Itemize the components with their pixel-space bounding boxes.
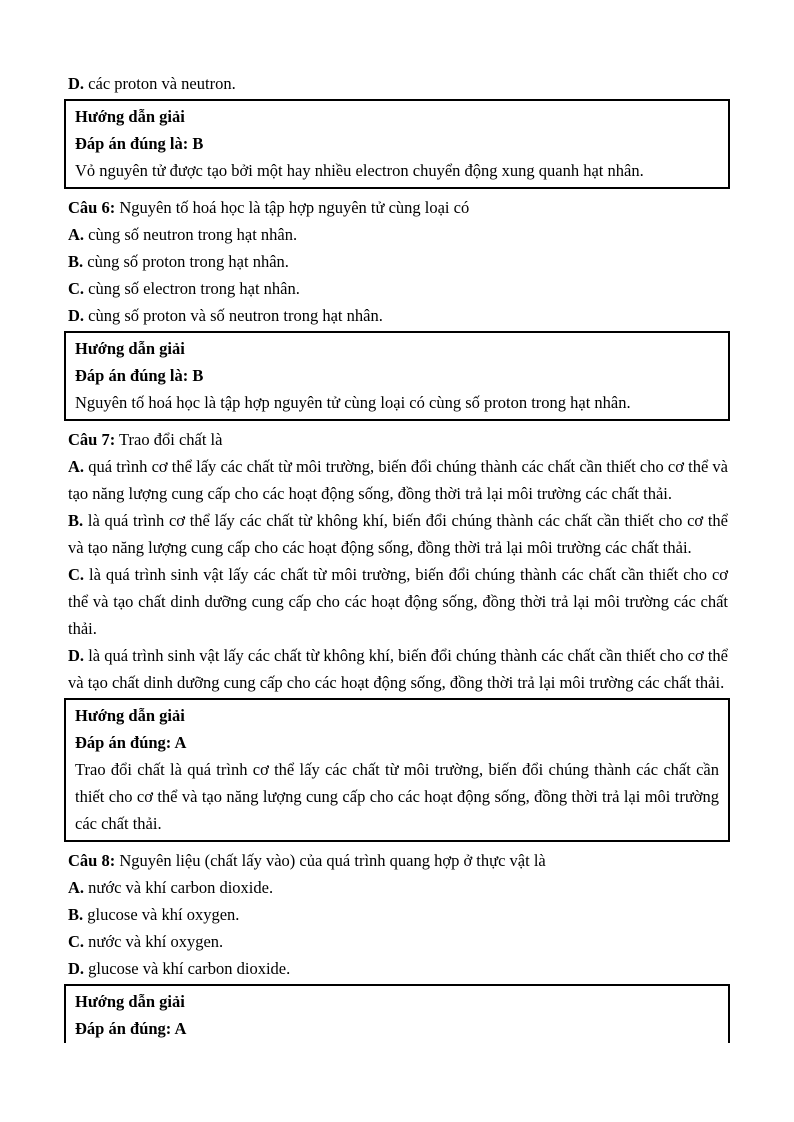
solution-box-question-6 [64,331,730,421]
question-6-option-c [68,275,728,302]
solution-heading: Hướng dẫn giải [75,339,185,358]
option-text: nước và khí carbon dioxide. [88,878,274,897]
option-label: C. [68,565,85,584]
option-text: cùng số neutron trong hạt nhân. [88,225,298,244]
option-label: C. [68,279,85,298]
question-number: Câu 7: [68,430,116,449]
option-label: B. [68,252,84,271]
question-number: Câu 8: [68,851,116,870]
solution-explanation: Nguyên tố hoá học là tập hợp nguyên tử cùng loại có cùng số proton trong hạt nhân. [75,393,631,412]
option-text: cùng số proton trong hạt nhân. [87,252,289,271]
question-text: Trao đổi chất là [119,430,223,449]
option-text: các proton và neutron. [88,74,236,93]
previous-question-option-d [68,70,728,97]
question-7-option-c [68,561,728,642]
solution-box-question-8 [64,984,730,1043]
question-6-option-d [68,302,728,329]
question-7-option-a [68,453,728,507]
solution-answer: Đáp án đúng: A [75,733,187,752]
solution-heading: Hướng dẫn giải [75,706,185,725]
question-text: Nguyên tố hoá học là tập hợp nguyên tử cùng loại có [119,198,470,217]
option-label: B. [68,511,84,530]
option-text: cùng số electron trong hạt nhân. [88,279,300,298]
solution-heading: Hướng dẫn giải [75,107,185,126]
question-number: Câu 6: [68,198,116,217]
option-text: glucose và khí carbon dioxide. [88,959,291,978]
question-8-option-a [68,874,728,901]
question-6-option-a [68,221,728,248]
option-text: cùng số proton và số neutron trong hạt nhân. [88,306,383,325]
option-label: A. [68,878,85,897]
option-label: A. [68,225,85,244]
option-text: là quá trình sinh vật lấy các chất từ không khí, biến đổi chúng thành các chất cần thiết cho cơ thể và tạo chất dinh dưỡng cung cấp cho các hoạt động sống, đồng thời trả lại môi trường các chất thải. [68,646,728,692]
question-7-title [68,426,728,453]
option-label: D. [68,74,85,93]
option-text: quá trình cơ thể lấy các chất từ môi trường, biến đổi chúng thành các chất cần thiết cho cơ thể và tạo năng lượng cung cấp cho các hoạt động sống, đồng thời trả lại môi trường các chất thải. [68,457,729,503]
option-text: là quá trình sinh vật lấy các chất từ môi trường, biến đổi chúng thành các chất cần thiết cho cơ thể và tạo chất dinh dưỡng cung cấp cho các hoạt động sống, đồng thời trả lại môi trường các chất thải. [68,565,728,638]
question-8-option-c [68,928,728,955]
option-text: nước và khí oxygen. [88,932,224,951]
option-text: là quá trình cơ thể lấy các chất từ không khí, biến đổi chúng thành các chất cần thiết cho cơ thể và tạo năng lượng cung cấp cho các hoạt động sống, đồng thời trả lại môi trường các chất thải. [68,511,729,557]
solution-box-question-5 [64,99,730,189]
solution-answer: Đáp án đúng là: B [75,134,204,153]
option-label: D. [68,306,85,325]
question-8-option-d [68,955,728,982]
solution-answer: Đáp án đúng là: B [75,366,204,385]
question-text: Nguyên liệu (chất lấy vào) của quá trình quang hợp ở thực vật là [119,851,546,870]
option-text: glucose và khí oxygen. [87,905,240,924]
solution-answer: Đáp án đúng: A [75,1019,187,1038]
option-label: D. [68,646,85,665]
question-8-option-b [68,901,728,928]
question-6-option-b [68,248,728,275]
solution-explanation: Vỏ nguyên tử được tạo bởi một hay nhiều electron chuyển động xung quanh hạt nhân. [75,161,644,180]
question-6-title [68,194,728,221]
option-label: D. [68,959,85,978]
solution-heading: Hướng dẫn giải [75,992,185,1011]
option-label: C. [68,932,85,951]
solution-box-question-7 [64,698,730,842]
solution-explanation: Trao đổi chất là quá trình cơ thể lấy các chất từ môi trường, biến đổi chúng thành các chất cần thiết cho cơ thể và tạo năng lượng cung cấp cho các hoạt động sống, đồng thời trả lại môi trường các chất thải. [75,760,719,833]
question-7-option-d [68,642,728,696]
question-8-title [68,847,728,874]
question-7-option-b [68,507,728,561]
option-label: A. [68,457,85,476]
option-label: B. [68,905,84,924]
